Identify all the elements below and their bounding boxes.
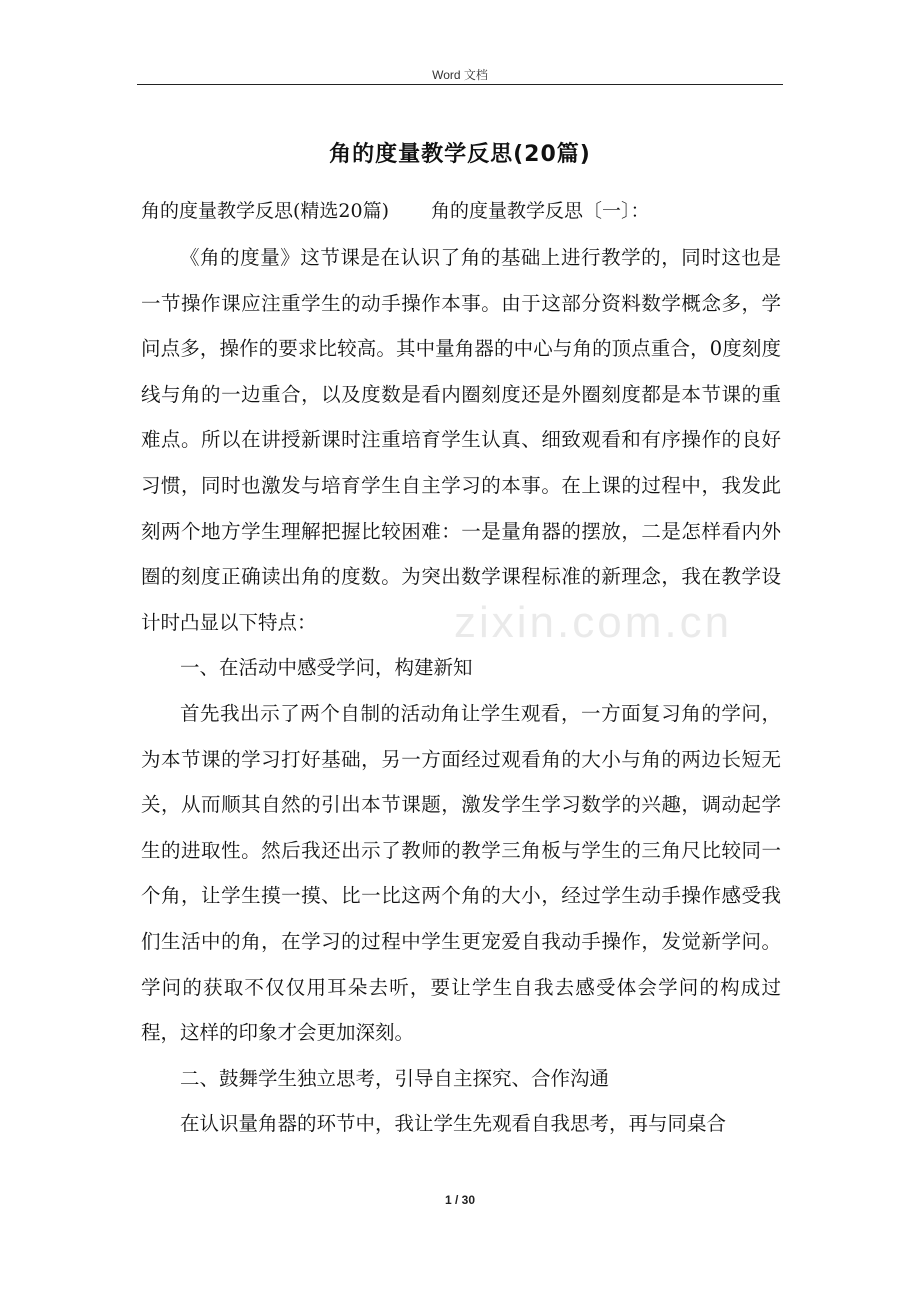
paragraph-section-2: 在认识量角器的环节中，我让学生先观看自我思考，再与同桌合 (180, 1112, 727, 1136)
page-indicator: 1 / 30 (444, 1193, 476, 1207)
subtitle-row (141, 196, 650, 223)
paragraph-intro: 《角的度量》这节课是在认识了角的基础上进行教学的，同时这也是一节操作课应注重学生的动手操作本事。由于这部分资料数学概念多，学问点多，操作的要求比较高。其中量角器的中心与角的顶点重合，0度刻度线与角的一边重合，以及度数是看内圈刻度还是外圈刻度都是本节课的重难点。所以在讲授新课时注重培育学生认真、细致观看和有序操作的良好习惯，同时也激发与培育学生自主学习的本事。在上课的过程中，我发此刻两个地方学生理解把握比较困难：一是量角器的摆放，二是怎样看内外圈的刻度正确读出角的度数。为突出数学课程标准的新理念，我在教学设计时凸显以下特点： (141, 246, 781, 634)
subtitle-left: 角的度量教学反思(精选20篇) (141, 200, 390, 222)
watermark: zixin.com.cn (454, 598, 733, 647)
subtitle-right: 角的度量教学反思〔一〕： (431, 200, 650, 222)
section-heading-1: 一、在活动中感受学问，构建新知 (180, 656, 473, 680)
paragraph-section-1: 首先我出示了两个自制的活动角让学生观看，一方面复习角的学问，为本节课的学习打好基础，另一方面经过观看角的大小与角的两边长短无关，从而顺其自然的引出本节课题，激发学生学习数学的兴趣，调动起学生的进取性。然后我还出示了教师的教学三角板与学生的三角尺比较同一个角，让学生摸一摸、比一比这两个角的大小，经过学生动手操作感受我们生活中的角，在学习的过程中学生更宠爱自我动手操作，发觉新学问。学问的获取不仅仅用耳朵去听，要让学生自我去感受体会学问的构成过程，这样的印象才会更加深刻。 (141, 701, 781, 1045)
header-divider (137, 84, 783, 85)
section-heading-2: 二、鼓舞学生独立思考，引导自主探究、合作沟通 (180, 1066, 610, 1090)
document-title: 角的度量教学反思(20篇) (329, 142, 591, 167)
document-body (141, 235, 781, 1147)
page-header: Word 文档 (432, 68, 488, 82)
